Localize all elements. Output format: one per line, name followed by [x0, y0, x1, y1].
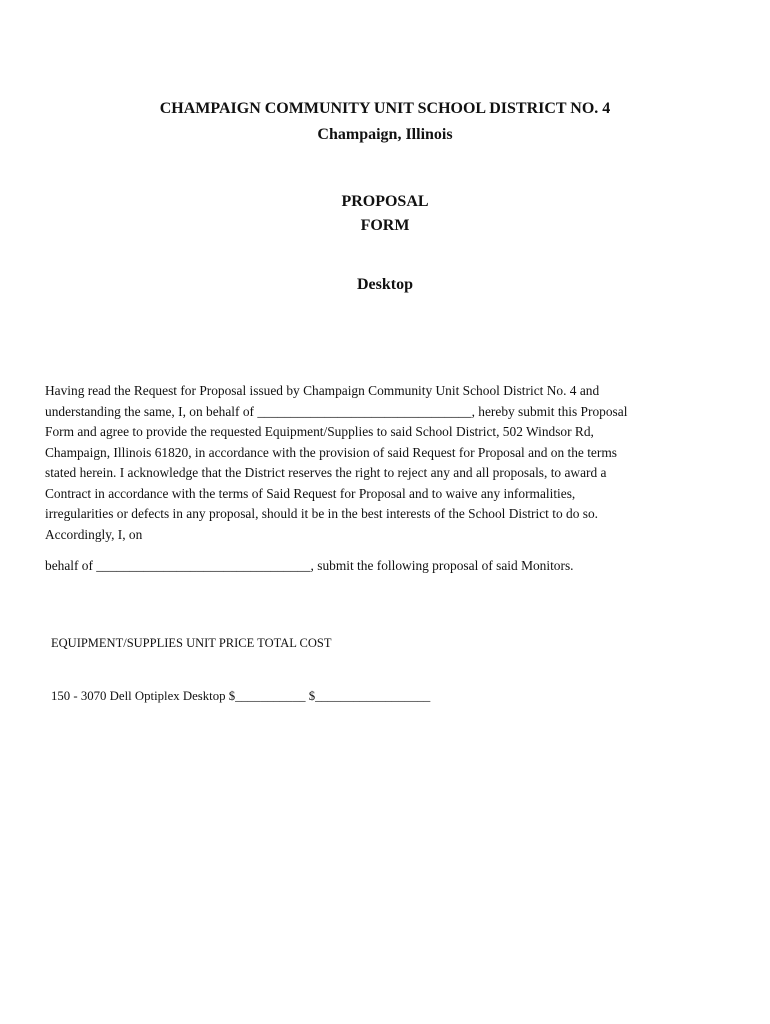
form-title-form: FORM	[360, 217, 410, 234]
paragraph-line: irregularities or defects in any proposal, should it be in the best interests of the School District to do so.	[45, 506, 598, 521]
paragraph-line: stated herein. I acknowledge that the District reserves the right to reject any and all proposals, to award a	[45, 465, 607, 480]
paragraph-line: Form and agree to provide the requested Equipment/Supplies to said School District, 502 Windsor Rd,	[45, 424, 594, 439]
district-location: Champaign, Illinois	[317, 126, 453, 143]
paragraph-line: Contract in accordance with the terms of Said Request for Proposal and to waive any informalities,	[45, 485, 576, 501]
behalf-statement: behalf of ________________________________, submit the following proposal of said Monitors.	[45, 558, 574, 573]
paragraph-line: Having read the Request for Proposal issued by Champaign Community Unit School District No. 4 and	[45, 383, 600, 398]
paragraph-line: Champaign, Illinois 61820, in accordance with the provision of said Request for Proposal and on the terms	[45, 444, 617, 460]
district-title: CHAMPAIGN COMMUNITY UNIT SCHOOL DISTRICT NO. 4	[159, 100, 611, 117]
form-subject: Desktop	[356, 276, 413, 293]
proposal-paragraph	[45, 381, 725, 545]
items-table-header: EQUIPMENT/SUPPLIES UNIT PRICE TOTAL COST	[51, 636, 332, 650]
paragraph-line: Accordingly, I, on	[45, 526, 143, 542]
item-row: 150 - 3070 Dell Optiplex Desktop $___________ $__________________	[51, 689, 431, 703]
paragraph-line: understanding the same, I, on behalf of ________________________________, hereby submit this Proposal	[45, 403, 628, 419]
form-title-proposal: PROPOSAL	[341, 193, 429, 210]
